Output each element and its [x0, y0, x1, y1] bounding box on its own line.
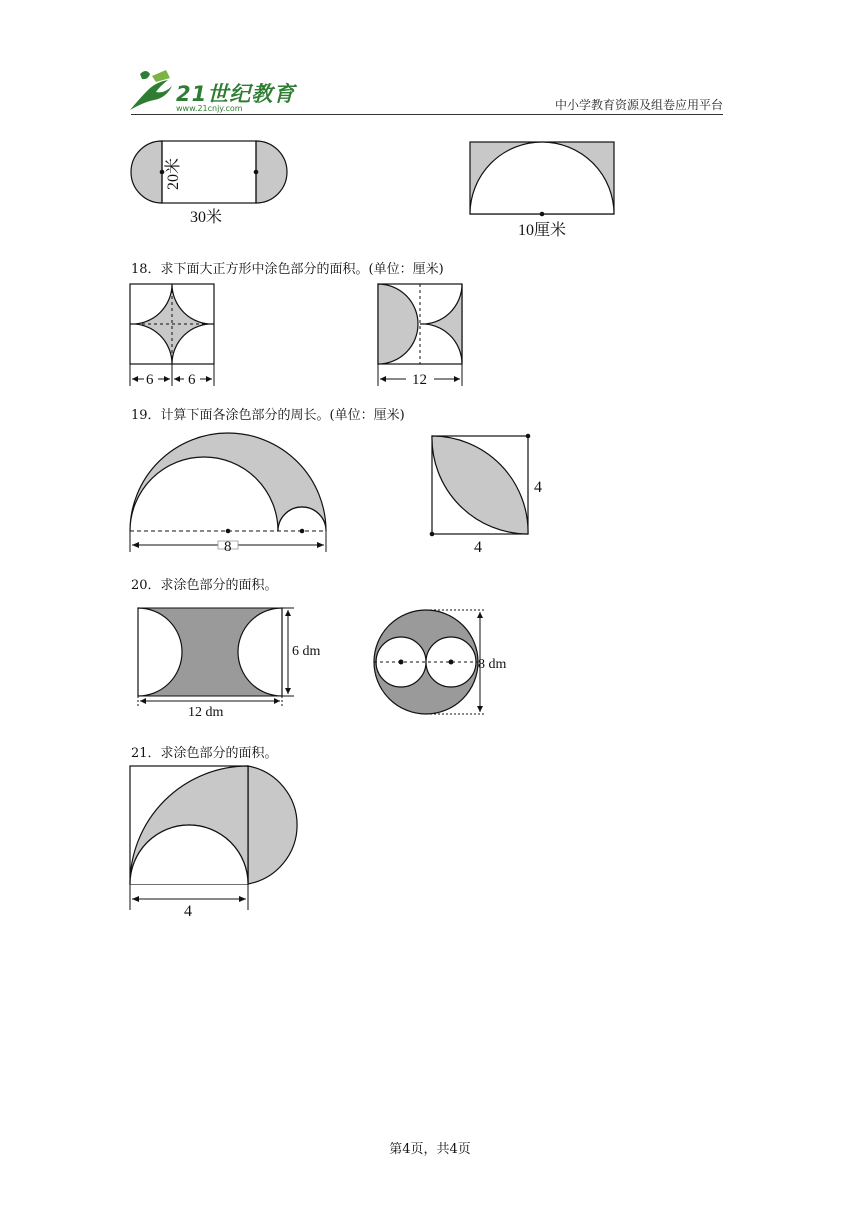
q19-figure-right	[424, 428, 564, 558]
question-21: 21．求涂色部分的面积。	[131, 746, 278, 761]
q20-figure-left	[128, 600, 348, 720]
stadium-width-label: 30米	[190, 209, 223, 226]
q19-right-bottom-label: 4	[474, 539, 482, 556]
q18-figure-left	[124, 280, 224, 390]
q18-figure-right	[372, 280, 472, 390]
header-right-text: 中小学教育资源及组卷应用平台	[554, 98, 723, 112]
page-footer: 第4页，共4页	[389, 1142, 471, 1157]
q19-figure-left	[124, 426, 334, 556]
q19-left-label: 8	[224, 539, 232, 555]
logo-text: 21世纪教育	[176, 82, 296, 106]
figure-stadium	[120, 130, 320, 240]
stadium-height-label: 20米	[165, 157, 182, 190]
q18-right-label: 12	[412, 372, 427, 388]
q20-left-width-label: 12 dm	[188, 705, 224, 720]
q20-left-height-label: 6 dm	[292, 644, 321, 659]
q21-figure	[124, 762, 324, 920]
logo-url: www.21cnjy.com	[176, 104, 243, 113]
question-19: 19．计算下面各涂色部分的周长。(单位：厘米)	[131, 408, 405, 423]
q20-figure-right	[366, 604, 526, 724]
q18-left-label-a: 6	[146, 372, 154, 388]
q18-left-label-b: 6	[188, 372, 196, 388]
q20-right-diameter-label: 8 dm	[478, 657, 507, 672]
semicircle-base-label: 10厘米	[518, 222, 567, 239]
question-20: 20．求涂色部分的面积。	[131, 578, 278, 593]
figure-semicircle-rect	[460, 130, 620, 240]
q21-bottom-label: 4	[184, 903, 192, 920]
header-divider	[131, 114, 723, 115]
logo-icon	[120, 66, 180, 116]
q19-right-side-label: 4	[534, 479, 542, 496]
question-18: 18．求下面大正方形中涂色部分的面积。(单位：厘米)	[131, 262, 444, 277]
